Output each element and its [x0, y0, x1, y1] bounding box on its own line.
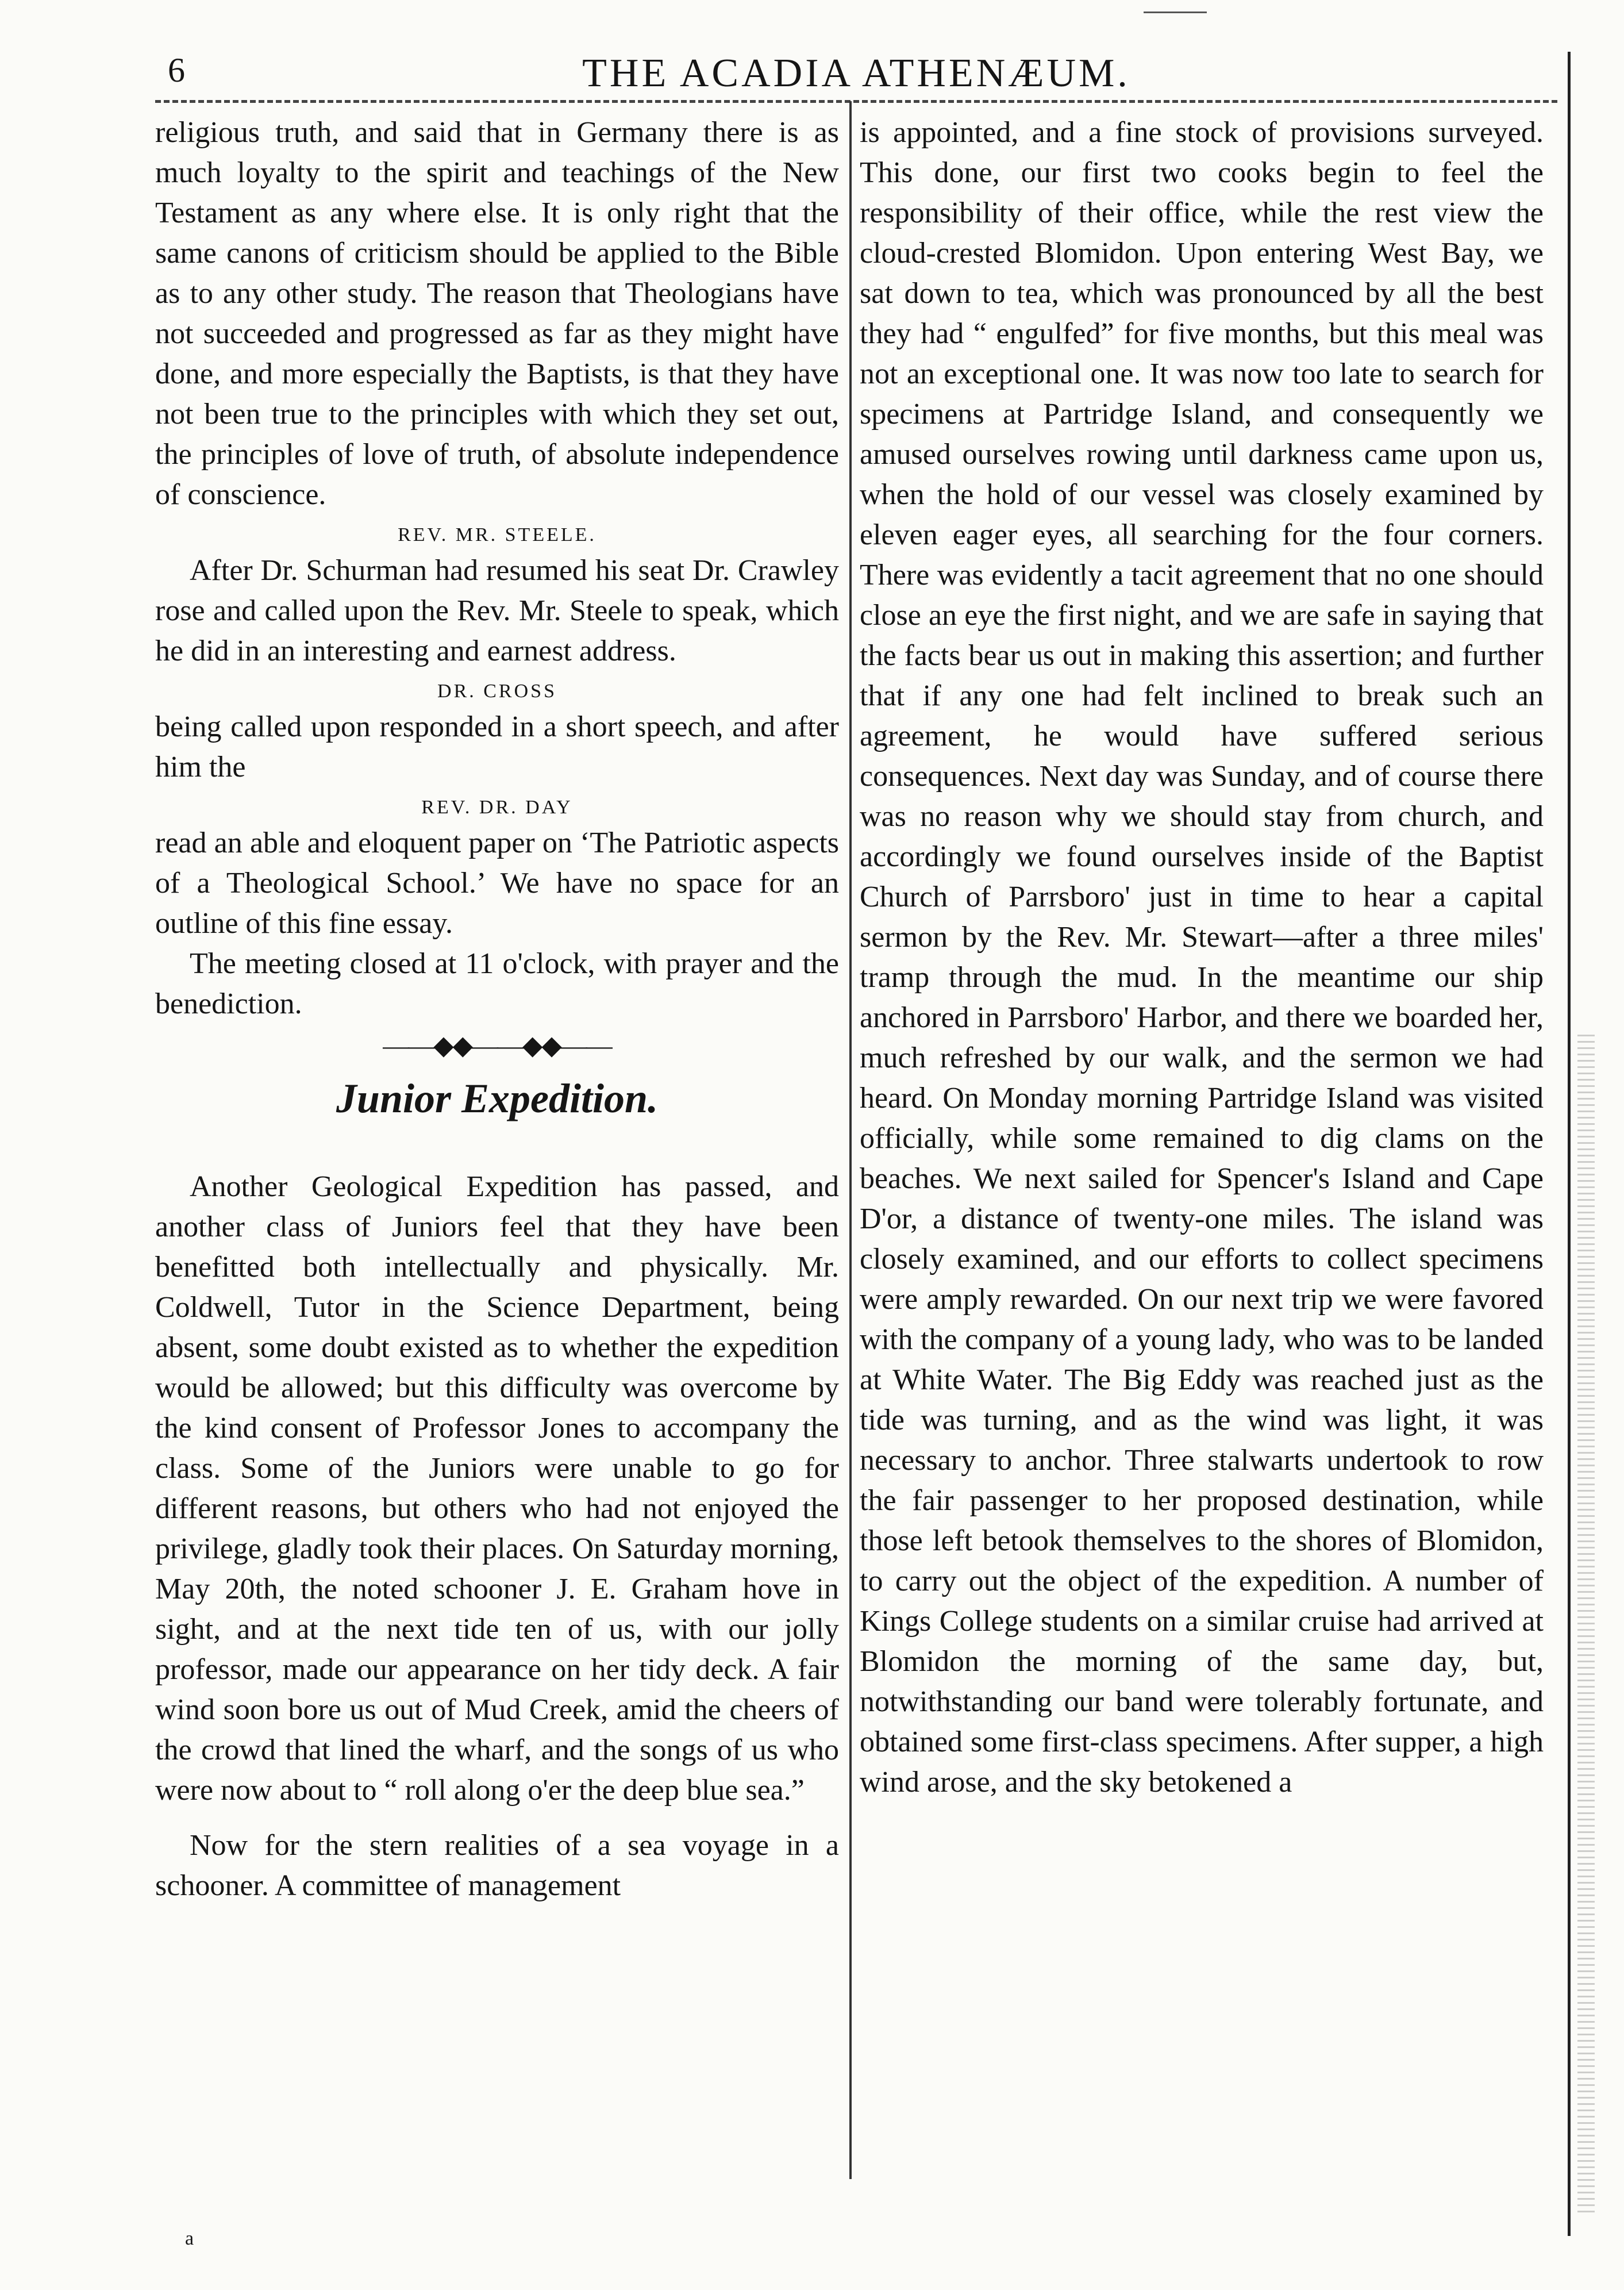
page-title: THE ACADIA ATHENÆUM. [582, 51, 1130, 95]
paragraph-germany: religious truth, and said that in Germany there is as much loyalty to the spirit and teachings of the New Testament as any where else. It is only right that the same canons of criticism should be applied to the Bible as to any other study. The reason that Theologians have not succeeded and progressed as far as they might have done, and more especially the Baptists, is that they have not been true to the principles with which they set out, the principles of love of truth, of absolute independence of conscience. [155, 116, 839, 511]
section-title-junior-expedition: Junior Expedition. [336, 1075, 659, 1121]
subhead-dr-cross: DR. CROSS [437, 681, 557, 702]
paragraph-meeting-closed: The meeting closed at 11 o'clock, with prayer and the benediction. [155, 947, 839, 1020]
paragraph-voyage-continued: is appointed, and a fine stock of provisions surveyed. This done, our first two cooks begin to feel the responsibility of their office, while the rest view the cloud-crested Blomidon. Upon entering West Bay, we sat down to tea, which was pronounced by all the best they had “ engulfed” for five months, but this meal was not an exceptional one. It was now too late to search for specimens at Partridge Island, and consequently we amused ourselves rowing until darkness came upon us, when the hold of our vessel was closely examined by eleven eager eyes, all searching for the four corners. There was evidently a tacit agreement that no one should close an eye the first night, and we are safe in saying that the facts bear us out in making this assertion; and further that if any one had felt inclined to break such an agreement, he would have suffered serious consequences. Next day was Sunday, and of course there was no reason why we should stay from church, and accordingly we found ourselves inside of the Baptist Church of Parrsboro' just in time to hear a capital sermon by the Rev. Mr. Stewart—after a three miles' tramp through the mud. In the meantime our ship anchored in Parrsboro' Harbor, and there we boarded her, much refreshed by our walk, and the sermon we had heard. On Monday morning Partridge Island was visited officially, while some remained to dig clams on the beaches. We next sailed for Spencer's Island and Cape D'or, a distance of twenty-one miles. The island was closely examined, and our efforts to collect specimens were amply rewarded. On our next trip we were favored with the company of a young lady, who was to be landed at White Water. The Big Eddy was reached just as the tide was turning, and as the wind was light, it was necessary to anchor. Three stalwarts undertook to row the fair passenger to her proposed destination, while those left betook themselves to the shores of Blomidon, to carry out the object of the expedition. A number of Kings College students on a similar cruise had arrived at Blomidon the morning of the same day, but, notwithstanding our band were tolerably fortunate, and obtained some first-class specimens. After supper, a high wind arose, and the sky betokened a [860, 116, 1544, 1799]
page-number: 6 [168, 51, 185, 89]
left-column [155, 113, 839, 1906]
subhead-rev-dr-day: REV. DR. DAY [421, 797, 573, 818]
page-edge-texture [1577, 1035, 1595, 2213]
page-edge-rule [1568, 52, 1571, 2236]
top-rule [1144, 11, 1207, 13]
paragraph-expedition-intro: Another Geological Expedition has passed, and another class of Juniors feel that they have been benefitted both intellectually and physically. Mr. Coldwell, Tutor in the Science Department, being absent, some doubt existed as to whether the expedition would be allowed; but this difficulty was overcome by the kind consent of Professor Jones to accompany the class. Some of the Juniors were unable to go for different reasons, but others who had not enjoyed the privilege, gladly took their places. On Saturday morning, May 20th, the noted schooner J. E. Graham hove in sight, and at the next tide ten of us, with our jolly professor, made our appearance on her tidy deck. A fair wind soon bore us out of Mud Creek, amid the cheers of the crowd that lined the wharf, and the songs of us who were now about to “ roll along o'er the deep blue sea.” [155, 1170, 839, 1807]
column-divider [849, 101, 852, 2179]
paragraph-steele: After Dr. Schurman had resumed his seat Dr. Crawley rose and called upon the Rev. Mr. Steele to speak, which he did in an interesting and earnest address. [155, 554, 839, 667]
paragraph-sea-voyage: Now for the stern realities of a sea voyage in a schooner. A committee of management [155, 1829, 839, 1902]
paragraph-cross: being called upon responded in a short speech, and after him the [155, 710, 839, 783]
paragraph-day: read an able and eloquent paper on ‘The Patriotic aspects of a Theological School.’ We have no space for an outline of this fine essay. [155, 827, 839, 940]
subhead-rev-mr-steele: REV. MR. STEELE. [398, 524, 597, 545]
footer-mark: a [185, 2228, 194, 2249]
header-rule [155, 100, 1557, 103]
right-column [860, 113, 1544, 1803]
ornamental-divider: ——◆◆——◆◆—— [383, 1031, 611, 1060]
page-header [155, 51, 1557, 108]
